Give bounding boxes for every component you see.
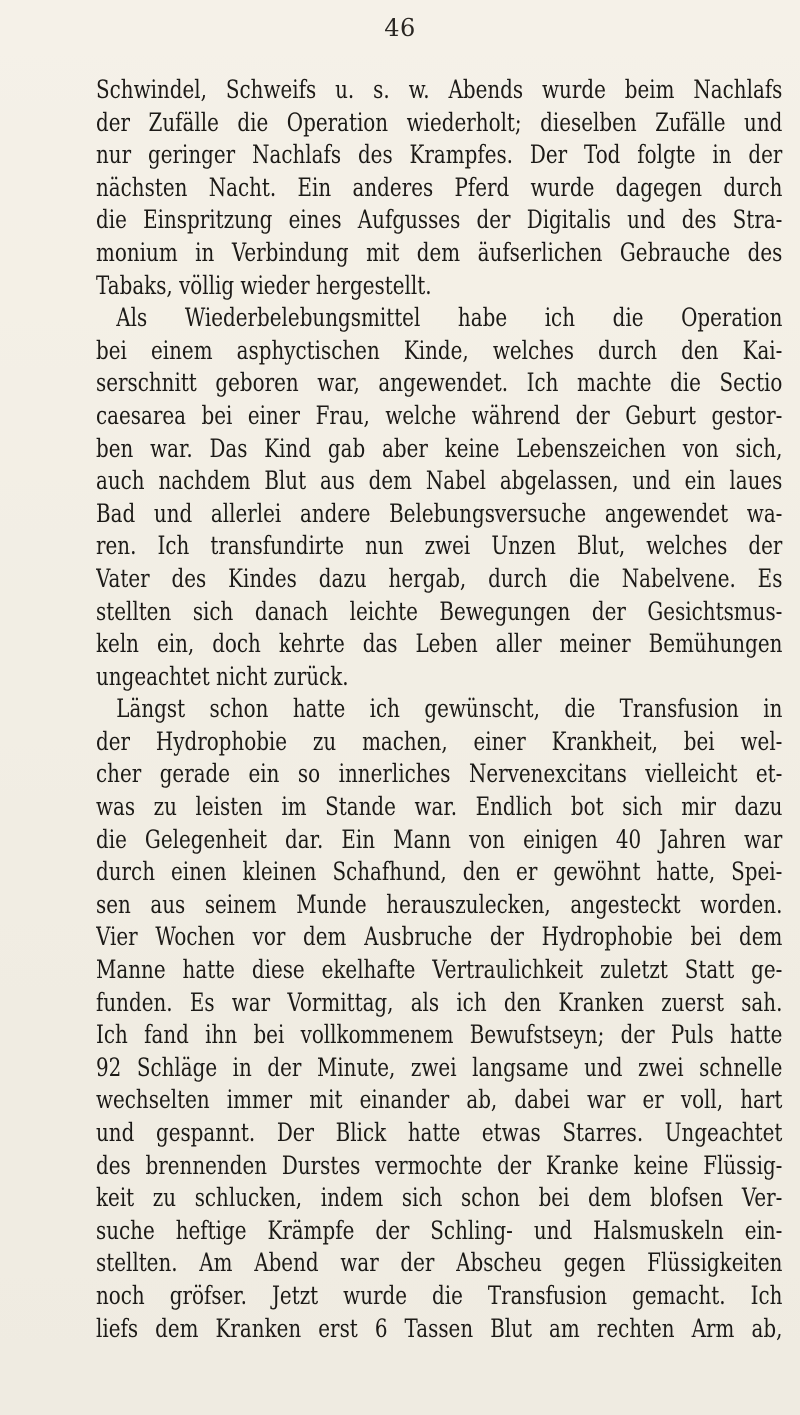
text-line: die Gelegenheit dar. Ein Mann von einigen 40 Jahren war (96, 824, 783, 855)
text-line: der Hydrophobie zu machen, einer Krankheit, bei wel- (96, 726, 783, 757)
text-line: wechselten immer mit einander ab, dabei war er voll, hart (96, 1085, 783, 1116)
text-line: Als Wiederbelebungsmittel habe ich die Operation (116, 303, 783, 334)
text-line: Tabaks, völlig wieder hergestellt. (96, 270, 432, 301)
text-line: die Einspritzung eines Aufgusses der Digitalis und des Stra- (96, 205, 783, 236)
text-line: der Zufälle die Operation wiederholt; dieselben Zufälle und (96, 107, 783, 138)
text-line: monium in Verbindung mit dem äufserlichen Gebrauche des (96, 237, 783, 268)
text-line: und gespannt. Der Blick hatte etwas Starres. Ungeachtet (96, 1118, 783, 1148)
page-number: 46 (384, 14, 416, 42)
text-line: liefs dem Kranken erst 6 Tassen Blut am rechten Arm ab, (96, 1313, 783, 1344)
text-line: serschnitt geboren war, angewendet. Ich machte die Sectio (96, 368, 783, 399)
text-line: bei einem asphyctischen Kinde, welches durch den Kai- (96, 335, 783, 366)
text-line: 92 Schläge in der Minute, zwei langsame und zwei schnelle (96, 1052, 783, 1083)
text-line: Manne hatte diese ekelhafte Vertraulichkeit zuletzt Statt ge- (96, 955, 783, 986)
text-line: stellten. Am Abend war der Abscheu gegen Flüssigkeiten (96, 1248, 783, 1279)
text-line: Längst schon hatte ich gewünscht, die Transfusion in (116, 694, 783, 725)
text-line: noch gröfser. Jetzt wurde die Transfusion gemacht. Ich (96, 1280, 783, 1311)
text-line: sen aus seinem Munde herauszulecken, angesteckt worden. (96, 889, 783, 920)
text-line: Bad und allerlei andere Belebungsversuche angewendet wa- (96, 498, 783, 529)
text-line: funden. Es war Vormittag, als ich den Kranken zuerst sah. (96, 987, 783, 1018)
text-line: auch nachdem Blut aus dem Nabel abgelassen, und ein laues (96, 466, 783, 497)
text-line: nur geringer Nachlafs des Krampfes. Der Tod folgte in der (96, 140, 783, 171)
text-line: keit zu schlucken, indem sich schon bei dem blofsen Ver- (96, 1183, 783, 1214)
text-line: nächsten Nacht. Ein anderes Pferd wurde dagegen durch (96, 172, 783, 203)
text-line: durch einen kleinen Schafhund, den er gewöhnt hatte, Spei- (96, 857, 783, 888)
text-line: Vier Wochen vor dem Ausbruche der Hydrophobie bei dem (96, 922, 783, 953)
text-line: ren. Ich transfundirte nun zwei Unzen Blut, welches der (96, 531, 783, 562)
text-line: stellten sich danach leichte Bewegungen der Gesichtsmus- (96, 596, 783, 627)
text-line: caesarea bei einer Frau, welche während der Geburt gestor- (96, 400, 783, 431)
text-line: was zu leisten im Stande war. Endlich bot sich mir dazu (96, 792, 783, 823)
body-text (96, 74, 782, 1345)
text-line: cher gerade ein so innerliches Nervenexcitans vielleicht et- (96, 759, 783, 790)
text-line: Vater des Kindes dazu hergab, durch die Nabelvene. Es (96, 563, 783, 594)
text-line: Ich fand ihn bei vollkommenem Bewufstseyn; der Puls hatte (96, 1020, 783, 1051)
text-line: keln ein, doch kehrte das Leben aller meiner Bemühungen (96, 629, 783, 660)
text-line: suche heftige Krämpfe der Schling- und Halsmuskeln ein- (96, 1215, 783, 1246)
text-line: Schwindel, Schweifs u. s. w. Abends wurde beim Nachlafs (96, 75, 783, 105)
text-line: ungeachtet nicht zurück. (96, 661, 349, 692)
text-line: ben war. Das Kind gab aber keine Lebenszeichen von sich, (96, 433, 783, 464)
text-line: des brennenden Durstes vermochte der Kranke keine Flüssig- (96, 1150, 783, 1181)
